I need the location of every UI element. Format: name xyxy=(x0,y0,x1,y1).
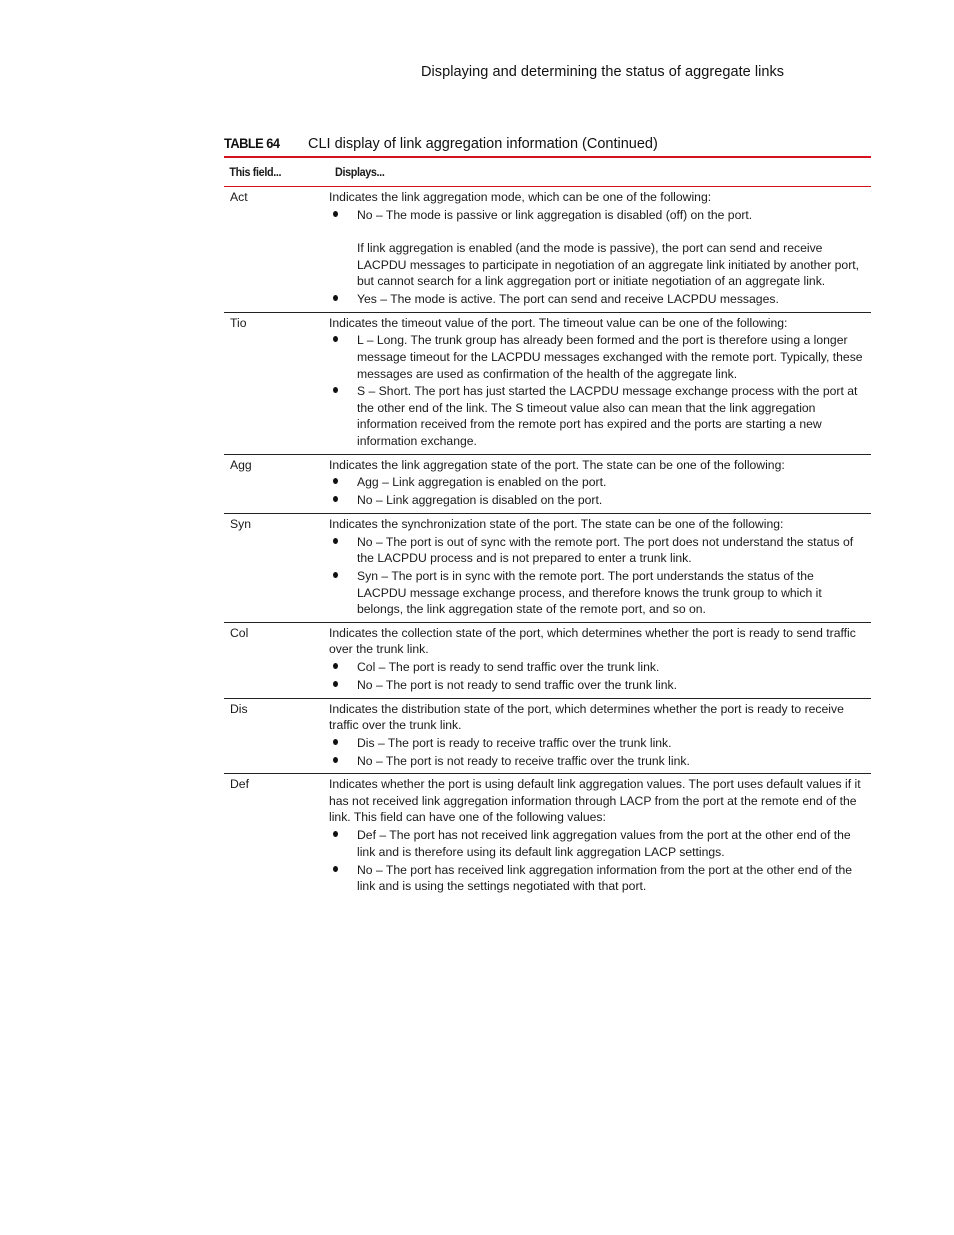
bullet-text: S – Short. The port has just started the LACPDU message exchange process with the port at the other end of the link. The S timeout value also can mean that the link aggregation information received from the remote port has expired and the ports are starting a new information exchange. xyxy=(357,384,858,449)
list-item xyxy=(329,492,865,509)
table-row-def xyxy=(224,774,871,899)
field-name: Tio xyxy=(230,315,247,330)
bullet-icon xyxy=(329,474,357,491)
field-description xyxy=(329,701,871,770)
column-header-field: This field... xyxy=(229,165,282,179)
bullet-text: Col – The port is ready to send traffic over the trunk link. xyxy=(357,660,660,675)
field-description xyxy=(329,315,871,450)
bullet-text: No – The port is not ready to receive traffic over the trunk link. xyxy=(357,753,690,768)
bullet-icon xyxy=(329,735,357,752)
bullet-icon xyxy=(329,207,357,290)
bullet-extra-paragraph: If link aggregation is enabled (and the mode is passive), the port can send and receive LACPDU messages to participate in negotiation of an aggregate link initiated by another port, but cannot search for a link aggregation port or initiate negotiation of an aggregate link. xyxy=(357,240,860,289)
bullet-icon xyxy=(329,862,357,895)
table-row-agg xyxy=(224,455,871,514)
bullet-text: No – Link aggregation is disabled on the port. xyxy=(357,493,603,508)
field-name: Def xyxy=(230,777,249,792)
table-row-act xyxy=(224,187,871,313)
field-name: Col xyxy=(230,625,249,640)
bullet-icon xyxy=(329,677,357,694)
list-item xyxy=(329,659,865,676)
list-item xyxy=(329,383,865,449)
description-intro: Indicates the collection state of the port, which determines whether the port is ready to send traffic over the trunk link. xyxy=(329,625,856,657)
description-intro: Indicates the synchronization state of the port. The state can be one of the following: xyxy=(329,516,784,531)
list-item xyxy=(329,534,865,567)
bullet-text: No – The port is out of sync with the remote port. The port does not understand the status of the LACPDU process and is not prepared to enter a trunk link. xyxy=(357,534,854,566)
field-name: Act xyxy=(230,190,248,204)
table-row-syn xyxy=(224,514,871,623)
bullet-text: Agg – Link aggregation is enabled on the port. xyxy=(357,475,607,490)
description-intro: Indicates the link aggregation mode, which can be one of the following: xyxy=(329,190,712,204)
list-item xyxy=(329,677,865,694)
table-row-tio xyxy=(224,313,871,455)
bullet-text: No – The port has received link aggregation information from the port at the other end of the link and is using the settings negotiated with that port. xyxy=(357,862,853,894)
bullet-text: No – The mode is passive or link aggregation is disabled (off) on the port. xyxy=(357,207,753,222)
table-row-dis xyxy=(224,699,871,775)
field-description xyxy=(329,516,871,618)
field-description xyxy=(329,625,871,694)
bullet-icon xyxy=(329,332,357,382)
bullet-text: Dis – The port is ready to receive traffic over the trunk link. xyxy=(357,735,672,750)
list-item xyxy=(329,753,865,770)
list-item xyxy=(329,735,865,752)
column-header-displays: Displays... xyxy=(335,165,385,179)
running-header: Displaying and determining the status of aggregate links xyxy=(421,64,785,80)
bullet-icon xyxy=(329,753,357,770)
description-intro: Indicates whether the port is using default link aggregation values. The port uses default values if it has not received link aggregation information through LACP from the port at the remote end of the link. This field can have one of the following values: xyxy=(329,777,861,825)
bullet-text: Def – The port has not received link aggregation values from the port at the other end of the link and is therefore using its default link aggregation LACP settings. xyxy=(357,828,851,859)
list-item xyxy=(329,827,865,860)
bullet-text: Syn – The port is in sync with the remote port. The port understands the status of the LACPDU message exchange process, and therefore knows the trunk group to which it belongs, the link aggregation state of the remote port, and so on. xyxy=(357,568,822,617)
bullet-text: Yes – The mode is active. The port can send and receive LACPDU messages. xyxy=(357,291,779,306)
table-row-col xyxy=(224,623,871,699)
description-intro: Indicates the link aggregation state of the port. The state can be one of the following: xyxy=(329,457,785,472)
bullet-icon xyxy=(329,383,357,449)
field-description xyxy=(329,457,871,509)
table-caption xyxy=(224,135,871,152)
list-item xyxy=(329,568,865,618)
bullet-text: L – Long. The trunk group has already been formed and the port is therefore using a longer message timeout for the LACPDU messages exchanged with the remote port. Typically, these messages are used as confirmation of the health of the aggregate link. xyxy=(357,333,863,381)
table-title: CLI display of link aggregation information (Continued) xyxy=(308,136,658,152)
table-label: TABLE 64 xyxy=(224,135,280,151)
list-item xyxy=(329,332,865,382)
list-item xyxy=(329,207,865,290)
table-header-row xyxy=(224,156,871,187)
bullet-icon xyxy=(329,492,357,509)
field-name: Syn xyxy=(230,516,252,531)
list-item xyxy=(329,862,865,895)
field-description xyxy=(329,776,871,895)
list-item xyxy=(329,474,865,491)
field-name: Dis xyxy=(230,701,248,716)
bullet-text: No – The port is not ready to send traffic over the trunk link. xyxy=(357,677,677,692)
bullet-icon xyxy=(329,827,357,860)
field-name: Agg xyxy=(230,457,252,472)
field-description xyxy=(329,189,871,308)
bullet-icon xyxy=(329,568,357,618)
description-intro: Indicates the distribution state of the port, which determines whether the port is ready to receive traffic over the trunk link. xyxy=(329,701,844,733)
bullet-icon xyxy=(329,291,357,308)
link-aggregation-table xyxy=(224,156,871,899)
list-item xyxy=(329,291,865,308)
bullet-icon xyxy=(329,534,357,567)
bullet-icon xyxy=(329,659,357,676)
description-intro: Indicates the timeout value of the port. The timeout value can be one of the following: xyxy=(329,315,788,330)
